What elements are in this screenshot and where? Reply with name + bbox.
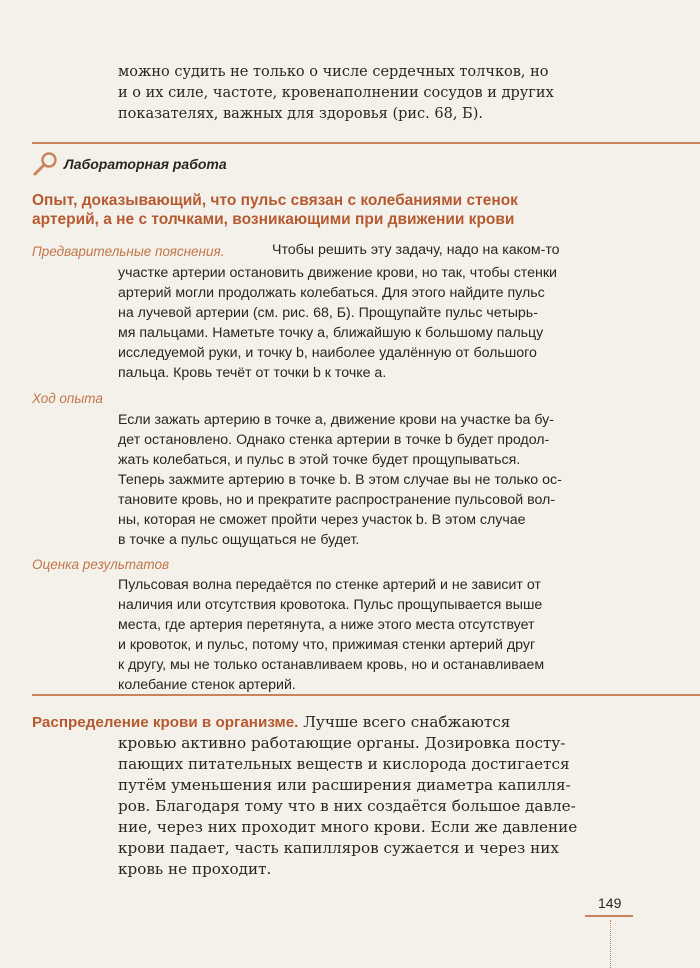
procedure-line: Если зажать артерию в точке а, движение крови на участке bа бу- [118, 412, 554, 428]
procedure-label: Ход опыта [32, 391, 103, 406]
evaluation-paragraph [118, 575, 638, 695]
intro-line: можно судить не только о числе сердечных толчков, но [118, 64, 549, 80]
section-divider-bottom [32, 694, 700, 696]
preliminary-paragraph [118, 263, 638, 383]
section-divider-top [32, 142, 700, 144]
distribution-line: ние, через них проходит много крови. Если же давление [118, 818, 578, 836]
intro-line: показателях, важных для здоровья (рис. 68, Б). [118, 106, 483, 122]
distribution-line: путём уменьшения или расширения диаметра капилля- [118, 776, 571, 794]
page-edge-dots [610, 920, 611, 968]
preliminary-line: исследуемой руки, и точку b, наиболее удалённую от большого [118, 345, 537, 361]
procedure-line: дет остановлено. Однако стенка артерии в точке b будет продол- [118, 432, 550, 448]
page-number-rule [585, 915, 633, 917]
procedure-line: ны, которая не сможет пройти через участок b. В этом случае [118, 512, 526, 528]
page-number: 149 [598, 895, 622, 911]
procedure-line: тановите кровь, но и прекратите распространение пульсовой вол- [118, 492, 556, 508]
distribution-line: кровью активно работающие органы. Дозировка посту- [118, 734, 566, 752]
intro-paragraph [118, 62, 638, 125]
distribution-first-line-text: Лучше всего снабжаются [303, 713, 511, 731]
intro-line: и о их силе, частоте, кровенаполнении сосудов и других [118, 85, 554, 101]
evaluation-line: места, где артерия перетянута, а ниже этого места отсутствует [118, 617, 535, 633]
evaluation-line: наличия или отсутствия кровотока. Пульс прощупывается выше [118, 597, 543, 613]
procedure-paragraph [118, 410, 638, 550]
lab-header [32, 150, 227, 178]
distribution-line: ров. Благодаря тому что в них создаётся большое давле- [118, 797, 576, 815]
procedure-line: жать колебаться, и пульс в этой точке будет прощупываться. [118, 452, 521, 468]
distribution-line: крови падает, часть капилляров сужается и через них [118, 839, 559, 857]
preliminary-label: Предварительные пояснения. [32, 244, 225, 259]
distribution-heading: Распределение крови в организме. [32, 714, 299, 731]
distribution-line: кровь не проходит. [118, 860, 272, 878]
evaluation-line: колебание стенок артерий. [118, 677, 296, 693]
evaluation-line: к другу, мы не только останавливаем кровь, но и останавливаем [118, 657, 545, 673]
experiment-title-line: артерий, а не с толчками, возникающими при движении крови [32, 211, 515, 228]
experiment-title-line: Опыт, доказывающий, что пульс связан с колебаниями стенок [32, 192, 518, 209]
preliminary-first-line: Чтобы решить эту задачу, надо на каком-то [272, 242, 560, 258]
experiment-title [32, 191, 632, 229]
distribution-paragraph [32, 712, 642, 880]
distribution-line: пающих питательных веществ и кислорода достигается [118, 755, 570, 773]
preliminary-line: участке артерии остановить движение крови, но так, чтобы стенки [118, 265, 557, 281]
preliminary-line: артерий могли продолжать колебаться. Для этого найдите пульс [118, 285, 545, 301]
preliminary-line: мя пальцами. Наметьте точку а, ближайшую к большому пальцу [118, 325, 544, 341]
preliminary-line: пальца. Кровь течёт от точки b к точке а. [118, 365, 387, 381]
evaluation-line: Пульсовая волна передаётся по стенке артерий и не зависит от [118, 577, 541, 593]
magnifier-icon [32, 150, 60, 178]
lab-title: Лабораторная работа [64, 156, 227, 172]
evaluation-label: Оценка результатов [32, 557, 170, 572]
preliminary-line: на лучевой артерии (см. рис. 68, Б). Прощупайте пульс четырь- [118, 305, 538, 321]
procedure-line: Теперь зажмите артерию в точке b. В этом случае вы не только ос- [118, 472, 562, 488]
procedure-line: в точке а пульс ощущаться не будет. [118, 532, 360, 548]
evaluation-line: и кровоток, и пульс, потому что, прижимая стенки артерий друг [118, 637, 536, 653]
distribution-first-line [32, 712, 642, 733]
